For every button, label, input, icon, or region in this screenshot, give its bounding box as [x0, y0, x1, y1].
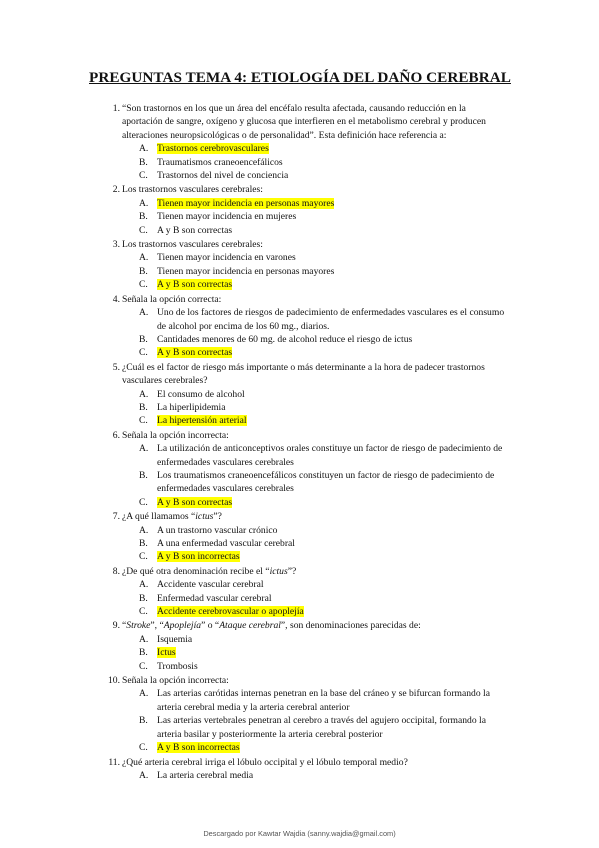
answer-option: [0, 605, 599, 618]
italic-term: Apoplejía: [163, 620, 202, 632]
option-label: Traumatismos craneoencefálicos: [157, 156, 283, 168]
option-letter: A.: [139, 688, 149, 700]
answer-option: [0, 633, 599, 646]
option-label: Tienen mayor incidencia en varones: [157, 252, 296, 264]
option-text: [157, 687, 509, 714]
answer-option: [0, 578, 599, 591]
question-text: [122, 619, 508, 632]
option-letter: C.: [139, 742, 148, 754]
answer-option: [0, 442, 599, 469]
question-number: 1.: [112, 103, 120, 114]
question-text: ¿Qué arteria cerebral irriga el lóbulo occipital y el lóbulo temporal medio?: [122, 756, 408, 768]
question-text-part: ”, “: [150, 620, 164, 632]
answer-option: [0, 197, 599, 210]
question-number: 9.: [112, 620, 120, 632]
question-number: 4.: [112, 293, 120, 305]
option-label: La arteria cerebral media: [157, 769, 254, 781]
question-number: 6.: [112, 429, 120, 441]
option-label: Isquemia: [157, 633, 193, 645]
option-label: Trombosis: [157, 660, 198, 672]
answer-option: [0, 388, 599, 401]
question-item: [0, 102, 599, 182]
option-text: [157, 278, 509, 291]
option-text: [157, 169, 509, 182]
question-text: Señala la opción correcta:: [122, 293, 222, 305]
question-row: [0, 619, 599, 632]
option-label: La utilización de anticonceptivos orales constituye un factor de riesgo de padecimiento de enfermedades vasculares cerebrales: [157, 443, 503, 468]
option-letter: A.: [139, 143, 149, 155]
highlighted-answer: A y B son incorrectas: [157, 551, 240, 563]
question-item: [0, 756, 599, 783]
option-text: [157, 306, 509, 333]
question-item: [0, 674, 599, 754]
option-text: [157, 401, 509, 414]
option-letter: A.: [139, 633, 149, 645]
option-text: [157, 714, 509, 741]
highlighted-answer: A y B son correctas: [157, 496, 233, 508]
question-number: 5.: [112, 361, 120, 373]
highlighted-answer: Ictus: [157, 647, 176, 659]
option-label: Tienen mayor incidencia en mujeres: [157, 211, 297, 223]
option-text: [157, 442, 509, 469]
answer-option: [0, 401, 599, 414]
question-text: [122, 565, 508, 578]
answer-option: [0, 169, 599, 182]
question-row: [0, 238, 599, 251]
question-text: Señala la opción incorrecta:: [122, 429, 229, 441]
option-label: A un trastorno vascular crónico: [157, 524, 278, 536]
answer-option: [0, 687, 599, 714]
option-letter: B.: [139, 592, 148, 604]
option-letter: A.: [139, 252, 149, 264]
answer-option: [0, 265, 599, 278]
question-text-part: “: [122, 620, 127, 632]
option-letter: A.: [139, 197, 149, 209]
option-letter: B.: [139, 265, 148, 277]
answer-option: [0, 224, 599, 237]
option-text: [157, 660, 509, 673]
question-text: “Son trastornos en los que un área del encéfalo resulta afectada, causando reducción en la aportación de sangre, oxígeno y glucosa que interfieren en el metabolismo cerebral y producen alteraciones neuropsicológicas o de personalidad”. Esta definición hace referencia a:: [122, 103, 486, 141]
answer-option: [0, 741, 599, 754]
option-letter: B.: [139, 401, 148, 413]
option-text: [157, 156, 509, 169]
answer-option: [0, 346, 599, 359]
option-letter: A.: [139, 443, 149, 455]
option-text: [157, 469, 509, 496]
option-letter: B.: [139, 538, 148, 549]
option-text: [157, 578, 509, 591]
answer-option: [0, 469, 599, 496]
question-row: [0, 756, 599, 769]
question-item: [0, 510, 599, 564]
option-letter: B.: [139, 156, 148, 168]
answer-option: [0, 769, 599, 782]
option-label: Los traumatismos craneoencefálicos constituyen un factor de riesgo de padecimiento de enfermedades vasculares cerebrales: [157, 469, 495, 495]
option-letter: B.: [139, 715, 148, 727]
option-letter: C.: [139, 170, 148, 182]
question-number: 10.: [108, 675, 120, 687]
question-row: [0, 565, 599, 578]
answer-option: [0, 156, 599, 169]
option-label: El consumo de alcohol: [157, 388, 245, 400]
question-number: 2.: [112, 184, 120, 196]
option-letter: A.: [139, 579, 149, 591]
option-letter: B.: [139, 211, 148, 223]
option-text: [157, 537, 509, 550]
option-letter: C.: [139, 224, 148, 236]
question-list: [0, 102, 599, 783]
question-row: [0, 429, 599, 442]
question-number: 8.: [112, 565, 120, 577]
highlighted-answer: Trastornos cerebrovasculares: [157, 143, 269, 155]
answer-option: [0, 592, 599, 605]
highlighted-answer: Accidente cerebrovascular o apoplejía: [157, 606, 304, 618]
question-item: [0, 361, 599, 428]
question-number: 11.: [108, 756, 120, 768]
option-text: [157, 524, 509, 537]
answer-option: [0, 333, 599, 346]
option-text: [157, 633, 509, 646]
option-text: [157, 265, 509, 278]
question-text-part: ”?: [287, 565, 297, 577]
option-text: [157, 646, 509, 659]
highlighted-answer: Tienen mayor incidencia en personas mayores: [157, 197, 335, 209]
answer-option: [0, 714, 599, 741]
option-label: Tienen mayor incidencia en personas mayores: [157, 265, 335, 277]
download-footer: Descargado por Kawtar Wajdia (sanny.wajdia@gmail.com): [203, 829, 396, 838]
option-text: [157, 224, 509, 237]
option-text: [157, 333, 509, 346]
option-letter: C.: [139, 606, 148, 618]
italic-term: ictus: [195, 511, 214, 523]
option-label: A una enfermedad vascular cerebral: [157, 538, 295, 549]
question-row: [0, 183, 599, 196]
question-row: [0, 361, 599, 388]
option-label: Enfermedad vascular cerebral: [157, 592, 272, 604]
answer-option: [0, 251, 599, 264]
option-letter: A.: [139, 307, 149, 319]
option-text: [157, 414, 509, 427]
answer-option: [0, 414, 599, 427]
option-letter: C.: [139, 551, 148, 563]
question-number: 3.: [112, 239, 120, 251]
option-label: Accidente vascular cerebral: [157, 579, 264, 591]
option-letter: C.: [139, 279, 148, 291]
option-text: [157, 550, 509, 563]
option-letter: B.: [139, 647, 148, 659]
option-letter: C.: [139, 660, 148, 672]
italic-term: Ataque cerebral: [219, 620, 281, 632]
option-text: [157, 496, 509, 509]
answer-option: [0, 537, 599, 550]
answer-option: [0, 210, 599, 223]
option-label: Trastornos del nivel de conciencia: [157, 170, 289, 182]
question-text-part: ¿A qué llamamos “: [122, 511, 196, 523]
option-text: [157, 346, 509, 359]
italic-term: Stroke: [126, 620, 151, 632]
highlighted-answer: A y B son incorrectas: [157, 742, 240, 754]
option-label: Uno de los factores de riesgos de padecimiento de enfermedades vasculares es el consumo de alcohol por encima de los 60 mg., diarios.: [157, 307, 505, 332]
question-text-part: ” o “: [201, 620, 220, 632]
question-text: Los trastornos vasculares cerebrales:: [122, 239, 263, 251]
question-text-part: ”?: [213, 511, 222, 523]
question-row: [0, 293, 599, 306]
option-letter: B.: [139, 469, 148, 481]
answer-option: [0, 142, 599, 155]
option-letter: C.: [139, 415, 148, 427]
option-text: [157, 197, 509, 210]
option-text: [157, 142, 509, 155]
document-title: PREGUNTAS TEMA 4: ETIOLOGÍA DEL DAÑO CEREBRAL: [89, 69, 511, 86]
question-text-part: ¿De qué otra denominación recibe el “: [122, 565, 270, 577]
answer-option: [0, 278, 599, 291]
question-item: [0, 238, 599, 292]
question-item: [0, 293, 599, 360]
option-text: [157, 251, 509, 264]
option-text: [157, 741, 509, 754]
highlighted-answer: A y B son correctas: [157, 279, 233, 291]
question-row: [0, 510, 599, 523]
question-text: Señala la opción incorrecta:: [122, 675, 229, 687]
highlighted-answer: A y B son correctas: [157, 347, 233, 359]
italic-term: ictus: [269, 565, 288, 577]
answer-option: [0, 646, 599, 659]
question-item: [0, 619, 599, 673]
option-label: Las arterias carótidas internas penetran en la base del cráneo y se bifurcan formando la arteria cerebral media y la arteria cerebral anterior: [157, 688, 490, 713]
question-text-part: ”, son denominaciones parecidas de:: [280, 620, 421, 632]
option-letter: B.: [139, 333, 148, 345]
answer-option: [0, 496, 599, 509]
option-label: Cantidades menores de 60 mg. de alcohol reduce el riesgo de ictus: [157, 333, 413, 345]
option-letter: C.: [139, 347, 148, 359]
option-label: Las arterias vertebrales penetran al cerebro a través del agujero occipital, formando la arteria basilar y posteriormente la arteria cerebral posterior: [157, 715, 486, 740]
question-row: [0, 674, 599, 687]
question-text: Los trastornos vasculares cerebrales:: [122, 184, 263, 196]
option-text: [157, 605, 509, 618]
question-row: [0, 102, 599, 142]
option-text: [157, 388, 509, 401]
option-letter: A.: [139, 524, 149, 536]
option-letter: A.: [139, 769, 149, 781]
option-label: La hiperlipidemia: [157, 401, 226, 413]
option-letter: A.: [139, 388, 149, 400]
option-letter: C.: [139, 496, 148, 508]
answer-option: [0, 550, 599, 563]
question-text: [122, 510, 508, 523]
highlighted-answer: La hipertensión arterial: [157, 415, 247, 427]
answer-option: [0, 660, 599, 673]
question-item: [0, 183, 599, 237]
option-text: [157, 769, 509, 782]
question-text: ¿Cuál es el factor de riesgo más importante o más determinante a la hora de padecer trastornos vasculares cerebrales?: [122, 361, 485, 387]
option-label: A y B son correctas: [157, 224, 233, 236]
answer-option: [0, 524, 599, 537]
question-item: [0, 429, 599, 509]
question-number: 7.: [112, 511, 120, 523]
option-text: [157, 210, 509, 223]
answer-option: [0, 306, 599, 333]
question-item: [0, 565, 599, 619]
option-text: [157, 592, 509, 605]
